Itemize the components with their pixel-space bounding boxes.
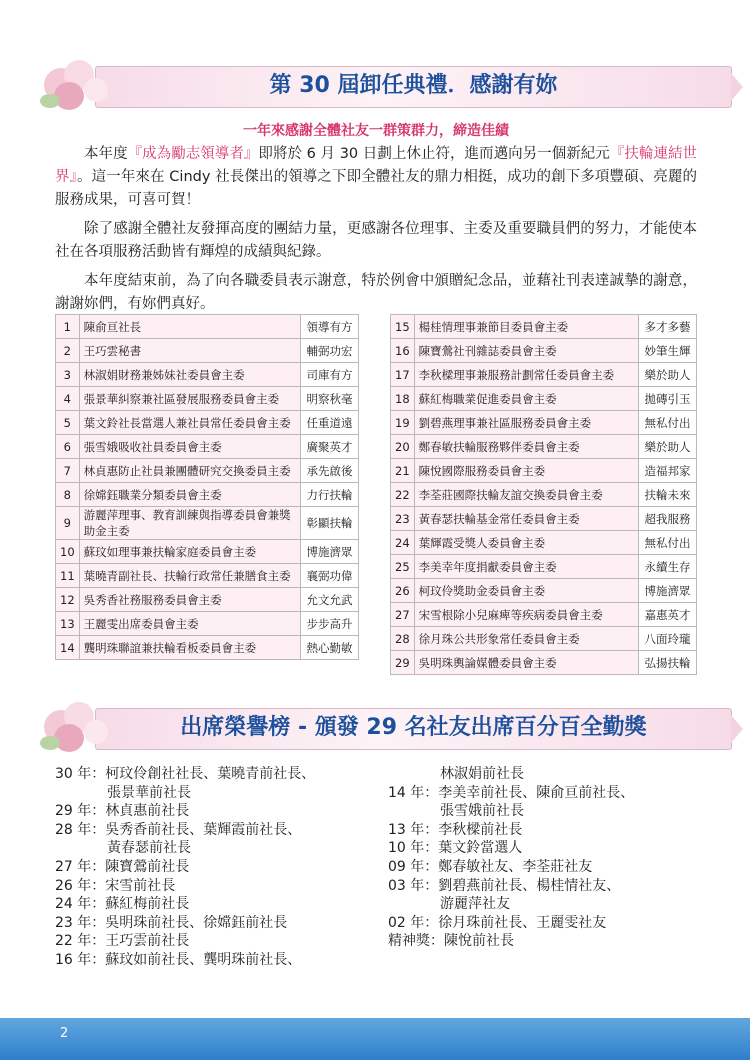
member-name: 王麗雯出席委員會主委	[79, 612, 300, 636]
table-row	[56, 387, 359, 411]
honor-names: 柯玟伶創社社長、葉曉青前社長、	[105, 766, 316, 782]
member-name: 龔明珠聯誼兼扶輪看板委員會主委	[79, 636, 300, 660]
honor-names: 劉碧燕前社長、楊桂情社友、	[438, 877, 621, 894]
table-row	[391, 531, 697, 555]
member-name: 陳寶鶯社刊雜誌委員會主委	[414, 339, 638, 363]
tribute-phrase: 步步高升	[301, 612, 359, 636]
honor-names: 李秋樑前社長	[438, 821, 523, 838]
table-row	[391, 627, 697, 651]
honor-entry	[388, 914, 708, 933]
tribute-phrase: 樂於助人	[639, 435, 697, 459]
member-name: 葉文鈴社長當選人兼社員常任委員會主委	[79, 411, 300, 435]
honor-years: 26 年：	[55, 877, 106, 894]
row-number: 29	[391, 651, 415, 675]
member-name: 徐嫦鈺職業分類委員會主委	[79, 483, 300, 507]
tribute-phrase: 弘揚扶輪	[639, 651, 697, 675]
tribute-phrase: 樂於助人	[639, 363, 697, 387]
honor-names: 宋雪前社長	[105, 877, 176, 894]
member-name: 林貞惠防止社員兼團體研究交換委員主委	[79, 459, 300, 483]
table-row	[391, 603, 697, 627]
honor-entry	[388, 784, 708, 803]
honor-names: 林淑娟前社長	[440, 766, 524, 782]
member-name: 蘇紅梅職業促進委員會主委	[414, 387, 638, 411]
roster-table-left	[55, 314, 359, 660]
honor-years: 23 年：	[55, 914, 106, 931]
honor-years: 14 年：	[388, 784, 439, 801]
honor-names: 李美幸前社長、陳俞亘前社長、	[438, 784, 635, 801]
member-name: 楊桂情理事兼節目委員會主委	[414, 315, 638, 339]
tribute-phrase: 無私付出	[639, 531, 697, 555]
table-row	[391, 363, 697, 387]
honor-entry	[55, 765, 385, 784]
honor-years: 30 年：	[55, 766, 106, 782]
tribute-phrase: 八面玲瓏	[639, 627, 697, 651]
honor-names: 張景華前社長	[107, 784, 191, 801]
table-row	[391, 387, 697, 411]
member-name: 鄭春敏扶輪服務夥伴委員會主委	[414, 435, 638, 459]
tribute-phrase: 明察秋毫	[301, 387, 359, 411]
tribute-phrase: 任重道遠	[301, 411, 359, 435]
honor-entry	[388, 839, 708, 858]
honor-entry	[388, 765, 708, 784]
row-number: 1	[56, 315, 80, 339]
row-number: 23	[391, 507, 415, 531]
tribute-phrase: 允文允武	[301, 588, 359, 612]
member-name: 劉碧燕理事兼社區服務委員會主委	[414, 411, 638, 435]
row-number: 10	[56, 540, 80, 564]
honor-entry	[55, 914, 385, 933]
honor-years: 03 年：	[388, 877, 439, 894]
honor-years: 精神獎：	[388, 933, 444, 950]
tribute-phrase: 扶輪未來	[639, 483, 697, 507]
table-row	[56, 564, 359, 588]
honor-years: 09 年：	[388, 858, 439, 875]
intro-paragraph-2: 除了感謝全體社友發揮高度的團結力量，更感謝各位理事、主委及重要職員們的努力，才能使本社在各項服務活動皆有輝煌的成績與紀錄。	[55, 221, 697, 260]
attendance-title: 出席榮譽榜 - 頒發 29 名社友出席百分百全勤獎	[180, 715, 647, 740]
row-number: 18	[391, 387, 415, 411]
table-row	[391, 651, 697, 675]
row-number: 16	[391, 339, 415, 363]
table-row	[56, 315, 359, 339]
honor-names: 黃春瑟前社長	[107, 840, 191, 857]
member-name: 游麗萍理事、教育訓練與指導委員會兼獎助金主委	[79, 507, 300, 540]
table-row	[391, 315, 697, 339]
honor-entry	[55, 932, 385, 951]
section-subtitle: 一年來感謝全體社友一群策群力，締造佳績	[243, 123, 509, 139]
honor-years: 24 年：	[55, 896, 106, 913]
honor-entry	[55, 951, 385, 970]
tribute-phrase: 領導有方	[301, 315, 359, 339]
table-row	[56, 483, 359, 507]
intro-paragraph-1: 本年度『成為勵志領導者』即將於 6 月 30 日劃上休止符，進而邁向另一個新紀元『扶輪連結世界』。這一年來在 Cindy 社長傑出的領導之下即全體社友的鼎力相挺，成功的創下多項豐碩、亮麗的服務成果，可喜可賀！	[55, 146, 698, 208]
table-row	[56, 411, 359, 435]
row-number: 8	[56, 483, 80, 507]
member-name: 李秋樑理事兼服務計劃常任委員會主委	[414, 363, 638, 387]
page-number: 2	[60, 1026, 69, 1041]
honor-entry	[388, 802, 708, 821]
row-number: 25	[391, 555, 415, 579]
honor-entry	[55, 877, 385, 896]
table-row	[56, 435, 359, 459]
table-row	[56, 507, 359, 540]
table-row	[56, 339, 359, 363]
honor-years: 10 年：	[388, 840, 439, 857]
honor-years: 28 年：	[55, 821, 106, 838]
row-number: 2	[56, 339, 80, 363]
table-row	[391, 459, 697, 483]
row-number: 27	[391, 603, 415, 627]
honor-years: 13 年：	[388, 821, 439, 838]
tribute-phrase: 司庫有方	[301, 363, 359, 387]
member-name: 柯玟伶獎助金委員會主委	[414, 579, 638, 603]
tribute-phrase: 拋磚引玉	[639, 387, 697, 411]
row-number: 13	[56, 612, 80, 636]
row-number: 20	[391, 435, 415, 459]
row-number: 12	[56, 588, 80, 612]
table-row	[56, 636, 359, 660]
honor-names: 蘇玟如前社長、龔明珠前社長、	[105, 951, 302, 968]
member-name: 陳俞亘社長	[79, 315, 300, 339]
table-row	[391, 555, 697, 579]
table-row	[56, 540, 359, 564]
tribute-phrase: 超我服務	[639, 507, 697, 531]
honor-years: 02 年：	[388, 914, 439, 931]
honor-years: 16 年：	[55, 951, 106, 968]
tribute-phrase: 妙筆生輝	[639, 339, 697, 363]
row-number: 14	[56, 636, 80, 660]
honor-names: 陳寶鶯前社長	[105, 858, 190, 875]
tribute-phrase: 無私付出	[639, 411, 697, 435]
member-name: 陳悅國際服務委員會主委	[414, 459, 638, 483]
tribute-phrase: 襄弼功偉	[301, 564, 359, 588]
footer-bar	[0, 1018, 750, 1060]
attendance-banner	[0, 700, 750, 760]
member-name: 徐月珠公共形象常任委員會主委	[414, 627, 638, 651]
honor-names: 游麗萍社友	[440, 896, 510, 913]
row-number: 19	[391, 411, 415, 435]
row-number: 11	[56, 564, 80, 588]
tribute-phrase: 廣聚英才	[301, 435, 359, 459]
row-number: 4	[56, 387, 80, 411]
table-row	[391, 435, 697, 459]
member-name: 葉輝霞受獎人委員會主委	[414, 531, 638, 555]
row-number: 17	[391, 363, 415, 387]
honor-entry	[55, 858, 385, 877]
honor-names: 徐月珠前社長、王麗雯社友	[438, 914, 607, 931]
table-row	[391, 579, 697, 603]
honor-names: 林貞惠前社長	[105, 803, 190, 820]
honors-list-left	[55, 765, 385, 970]
honor-names: 陳悅前社長	[444, 933, 514, 950]
member-name: 李荃莊國際扶輪友誼交換委員會主委	[414, 483, 638, 507]
honor-entry	[55, 839, 385, 858]
member-name: 蘇玟如理事兼扶輪家庭委員會主委	[79, 540, 300, 564]
row-number: 28	[391, 627, 415, 651]
roster-table-right	[390, 314, 697, 675]
member-name: 宋雪根除小兒麻痺等疾病委員會主委	[414, 603, 638, 627]
tribute-phrase: 彰顯扶輪	[301, 507, 359, 540]
honor-names: 葉文鈴當選人	[438, 840, 523, 857]
honor-names: 吳秀香前社長、葉輝霞前社長、	[105, 821, 302, 838]
row-number: 6	[56, 435, 80, 459]
honor-names: 王巧雲前社長	[105, 933, 190, 950]
honor-names: 蘇紅梅前社長	[105, 896, 190, 913]
row-number: 3	[56, 363, 80, 387]
member-name: 林淑娟財務兼姊妹社委員會主委	[79, 363, 300, 387]
tribute-phrase: 熱心勤敏	[301, 636, 359, 660]
member-name: 吳明珠輿論媒體委員會主委	[414, 651, 638, 675]
table-row	[56, 588, 359, 612]
table-row	[56, 612, 359, 636]
row-number: 9	[56, 507, 80, 540]
row-number: 7	[56, 459, 80, 483]
row-number: 21	[391, 459, 415, 483]
row-number: 5	[56, 411, 80, 435]
member-name: 吳秀香社務服務委員會主委	[79, 588, 300, 612]
tribute-phrase: 承先啟後	[301, 459, 359, 483]
row-number: 26	[391, 579, 415, 603]
table-row	[391, 507, 697, 531]
honors-list-right	[388, 765, 708, 951]
honor-entry	[388, 858, 708, 877]
honor-years: 27 年：	[55, 858, 106, 875]
member-name: 李美幸年度捐獻委員會主委	[414, 555, 638, 579]
honor-years: 29 年：	[55, 803, 106, 820]
table-row	[391, 483, 697, 507]
section-banner	[0, 58, 750, 118]
table-row	[391, 411, 697, 435]
tribute-phrase: 多才多藝	[639, 315, 697, 339]
table-row	[56, 459, 359, 483]
table-row	[391, 339, 697, 363]
member-name: 葉曉青副社長、扶輪行政常任兼膳食主委	[79, 564, 300, 588]
honor-names: 鄭春敏社友、李荃莊社友	[438, 858, 593, 875]
tribute-phrase: 嘉惠英才	[639, 603, 697, 627]
tribute-phrase: 博施濟眾	[639, 579, 697, 603]
row-number: 22	[391, 483, 415, 507]
tribute-phrase: 輔弼功宏	[301, 339, 359, 363]
member-name: 黃春瑟扶輪基金常任委員會主委	[414, 507, 638, 531]
tribute-phrase: 造福邦家	[639, 459, 697, 483]
intro-paragraph-3: 本年度結束前，為了向各職委員表示謝意，特於例會中頒贈紀念品，並藉社刊表達誠摯的謝意，謝謝妳們，有妳們真好。	[55, 273, 697, 312]
honor-names: 吳明珠前社長、徐嫦鈺前社長	[105, 914, 288, 931]
row-number: 15	[391, 315, 415, 339]
honor-entry	[55, 784, 385, 803]
honor-years: 22 年：	[55, 933, 106, 950]
honor-entry	[388, 895, 708, 914]
member-name: 王巧雲秘書	[79, 339, 300, 363]
honor-names: 張雪娥前社長	[440, 803, 524, 820]
member-name: 張雪娥吸收社員委員會主委	[79, 435, 300, 459]
table-row	[56, 363, 359, 387]
honor-entry	[388, 932, 708, 951]
honor-entry	[55, 802, 385, 821]
honor-entry	[55, 821, 385, 840]
row-number: 24	[391, 531, 415, 555]
member-name: 張景華糾察兼社區發展服務委員會主委	[79, 387, 300, 411]
tribute-phrase: 力行扶輪	[301, 483, 359, 507]
intro-text	[55, 143, 697, 316]
honor-entry	[388, 877, 708, 896]
honor-entry	[388, 821, 708, 840]
honor-entry	[55, 895, 385, 914]
page-title: 第 30 屆卸任典禮．感謝有妳	[269, 73, 558, 98]
tribute-phrase: 博施濟眾	[301, 540, 359, 564]
tribute-phrase: 永續生存	[639, 555, 697, 579]
